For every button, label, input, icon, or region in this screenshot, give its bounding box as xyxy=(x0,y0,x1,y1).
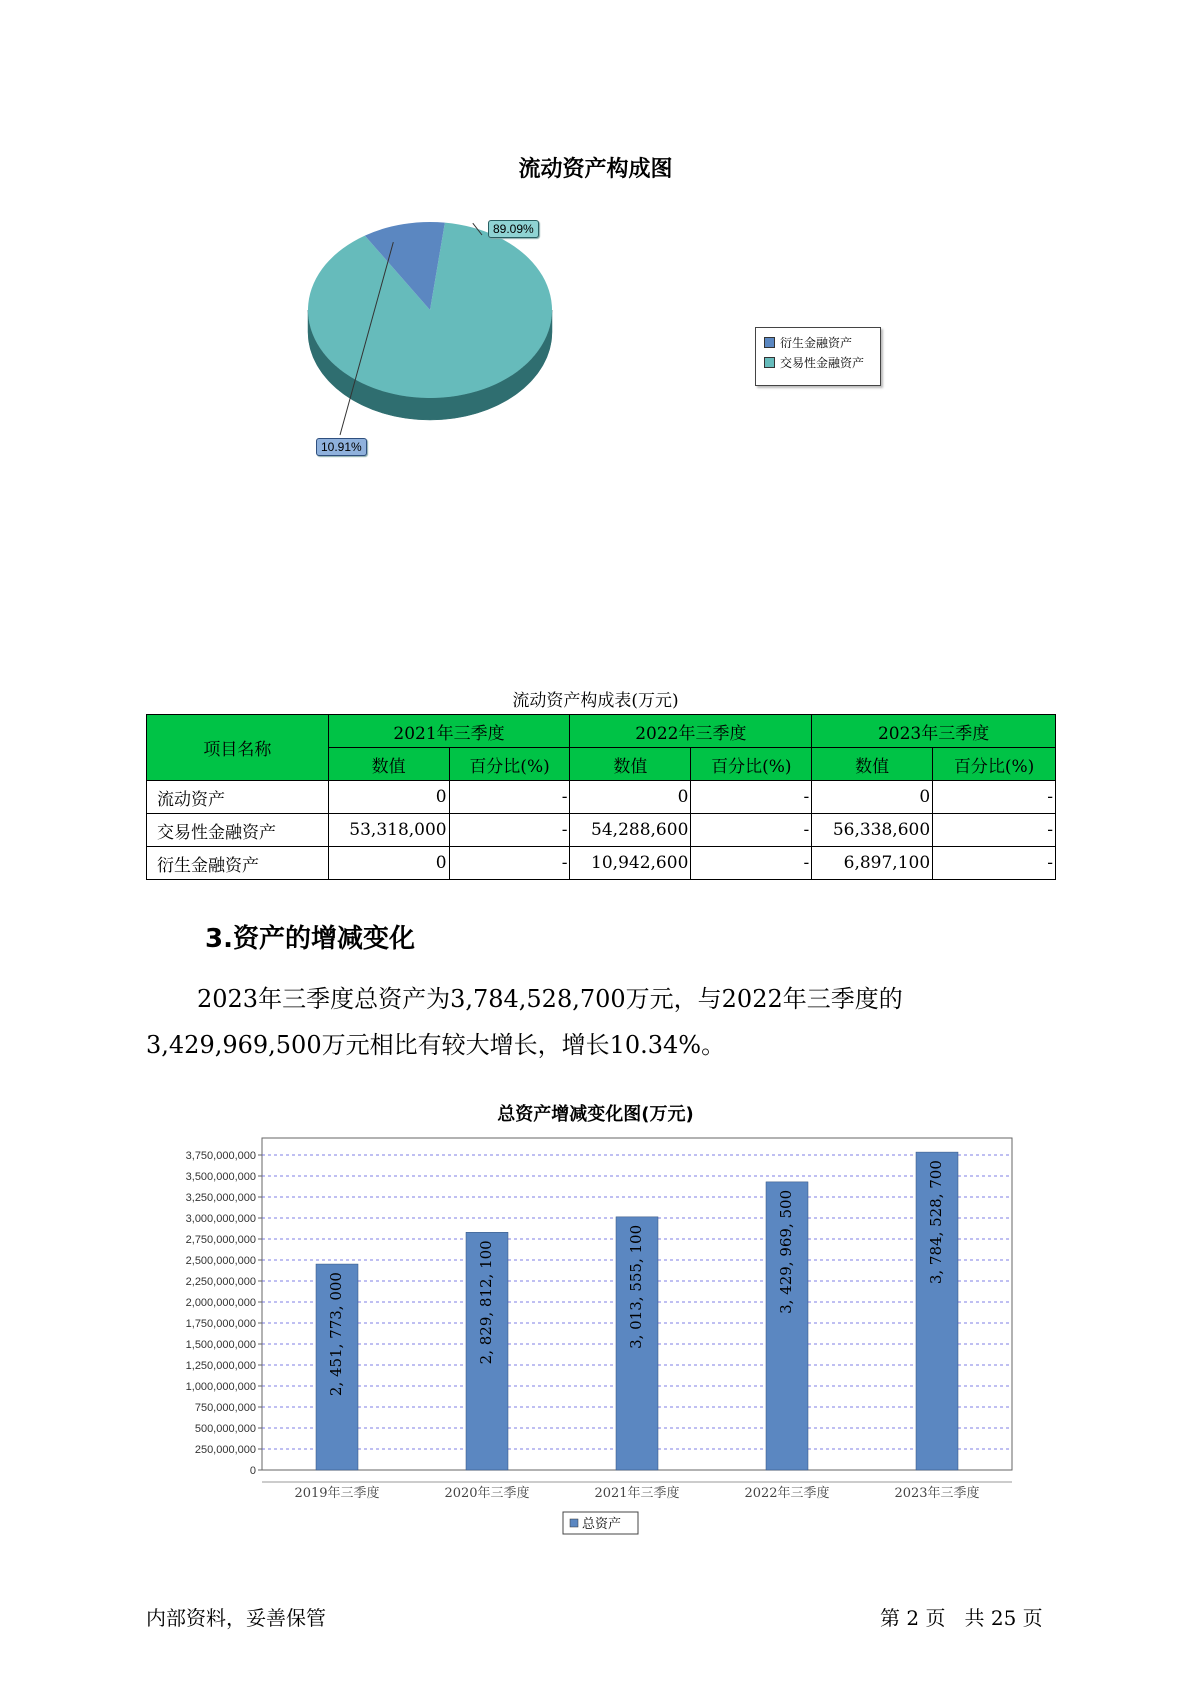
legend-swatch-derivative xyxy=(764,337,775,348)
x-tick-label: 2022年三季度 xyxy=(744,1486,830,1501)
y-tick-label: 500,000,000 xyxy=(194,1423,256,1435)
pie-label-derivative: 10.91% xyxy=(316,438,367,456)
y-tick-label: 3,250,000,000 xyxy=(185,1192,256,1204)
header-percent: 百分比(%) xyxy=(933,748,1056,781)
bar-chart-title: 总资产增减变化图(万元) xyxy=(497,1104,694,1125)
pie-legend xyxy=(755,327,881,386)
cell-value: 53,318,000 xyxy=(328,814,449,847)
cell-value: 56,338,600 xyxy=(812,814,933,847)
pie-chart xyxy=(280,200,740,460)
section-paragraph: 2023年三季度总资产为3,784,528,700万元，与2022年三季度的3,429,969,500万元相比有较大增长，增长10.34%。 xyxy=(146,985,903,1059)
section-heading: 3.资产的增减变化 xyxy=(205,924,415,954)
table-row xyxy=(147,814,1056,847)
y-tick-label: 1,500,000,000 xyxy=(185,1339,256,1351)
header-percent: 百分比(%) xyxy=(449,748,570,781)
row-name: 流动资产 xyxy=(147,781,329,814)
y-tick-label: 250,000,000 xyxy=(194,1444,256,1456)
header-period-2023: 2023年三季度 xyxy=(812,715,1056,748)
y-tick-label: 3,000,000,000 xyxy=(185,1213,256,1225)
header-percent: 百分比(%) xyxy=(691,748,812,781)
table-row xyxy=(147,781,1056,814)
bar-chart xyxy=(150,1125,1030,1545)
pie-label-trading: 89.09% xyxy=(488,220,539,238)
cell-percent: - xyxy=(933,814,1056,847)
legend-label: 总资产 xyxy=(582,1517,622,1532)
current-assets-table xyxy=(146,714,1056,880)
cell-percent: - xyxy=(691,847,812,880)
y-tick-label: 2,000,000,000 xyxy=(185,1297,256,1309)
row-name: 交易性金融资产 xyxy=(147,814,329,847)
cell-percent: - xyxy=(933,847,1056,880)
y-tick-label: 3,500,000,000 xyxy=(185,1171,256,1183)
cell-percent: - xyxy=(449,781,570,814)
cell-value: 0 xyxy=(328,847,449,880)
pie-chart-title: 流动资产构成图 xyxy=(518,157,673,182)
y-tick-label: 1,000,000,000 xyxy=(185,1381,256,1393)
y-tick-label: 1,750,000,000 xyxy=(185,1318,256,1330)
footer-page-number: 第 2 页 共 25 页 xyxy=(880,1606,1043,1630)
y-tick-label: 2,500,000,000 xyxy=(185,1255,256,1267)
header-value: 数值 xyxy=(812,748,933,781)
cell-percent: - xyxy=(691,814,812,847)
y-tick-label: 2,250,000,000 xyxy=(185,1276,256,1288)
table-caption: 流动资产构成表(万元) xyxy=(512,691,679,711)
cell-value: 6,897,100 xyxy=(812,847,933,880)
cell-percent: - xyxy=(933,781,1056,814)
header-item-name: 项目名称 xyxy=(147,715,329,781)
bar-data-label: 2, 451, 773, 000 xyxy=(327,1272,345,1397)
cell-value: 54,288,600 xyxy=(570,814,691,847)
bar-data-label: 3, 013, 555, 100 xyxy=(627,1224,645,1349)
cell-value: 0 xyxy=(328,781,449,814)
x-tick-label: 2020年三季度 xyxy=(444,1486,530,1501)
y-tick-label: 2,750,000,000 xyxy=(185,1234,256,1246)
cell-value: 0 xyxy=(812,781,933,814)
header-period-2022: 2022年三季度 xyxy=(570,715,812,748)
cell-percent: - xyxy=(449,847,570,880)
header-period-2021: 2021年三季度 xyxy=(328,715,570,748)
legend-swatch-trading xyxy=(764,357,775,368)
legend-swatch xyxy=(570,1519,578,1527)
legend-label-trading: 交易性金融资产 xyxy=(780,355,865,370)
footer-note: 内部资料，妥善保管 xyxy=(146,1606,326,1630)
header-value: 数值 xyxy=(328,748,449,781)
cell-percent: - xyxy=(449,814,570,847)
x-tick-label: 2021年三季度 xyxy=(594,1486,680,1501)
legend-item-trading xyxy=(764,352,880,372)
legend-item-derivative xyxy=(764,332,880,352)
header-value: 数值 xyxy=(570,748,691,781)
y-tick-label: 1,250,000,000 xyxy=(185,1360,256,1372)
cell-percent: - xyxy=(691,781,812,814)
y-tick-label: 750,000,000 xyxy=(194,1402,256,1414)
bar-data-label: 2, 829, 812, 100 xyxy=(477,1240,495,1365)
row-name: 衍生金融资产 xyxy=(147,847,329,880)
x-tick-label: 2019年三季度 xyxy=(294,1486,380,1501)
x-tick-label: 2023年三季度 xyxy=(894,1486,980,1501)
y-tick-label: 3,750,000,000 xyxy=(185,1150,256,1162)
cell-value: 0 xyxy=(570,781,691,814)
legend-label-derivative: 衍生金融资产 xyxy=(780,335,853,350)
bar-data-label: 3, 429, 969, 500 xyxy=(777,1189,795,1314)
table-row xyxy=(147,847,1056,880)
cell-value: 10,942,600 xyxy=(570,847,691,880)
bar-data-label: 3, 784, 528, 700 xyxy=(927,1160,945,1285)
bar-legend xyxy=(563,1512,638,1534)
y-tick-label: 0 xyxy=(249,1465,256,1477)
